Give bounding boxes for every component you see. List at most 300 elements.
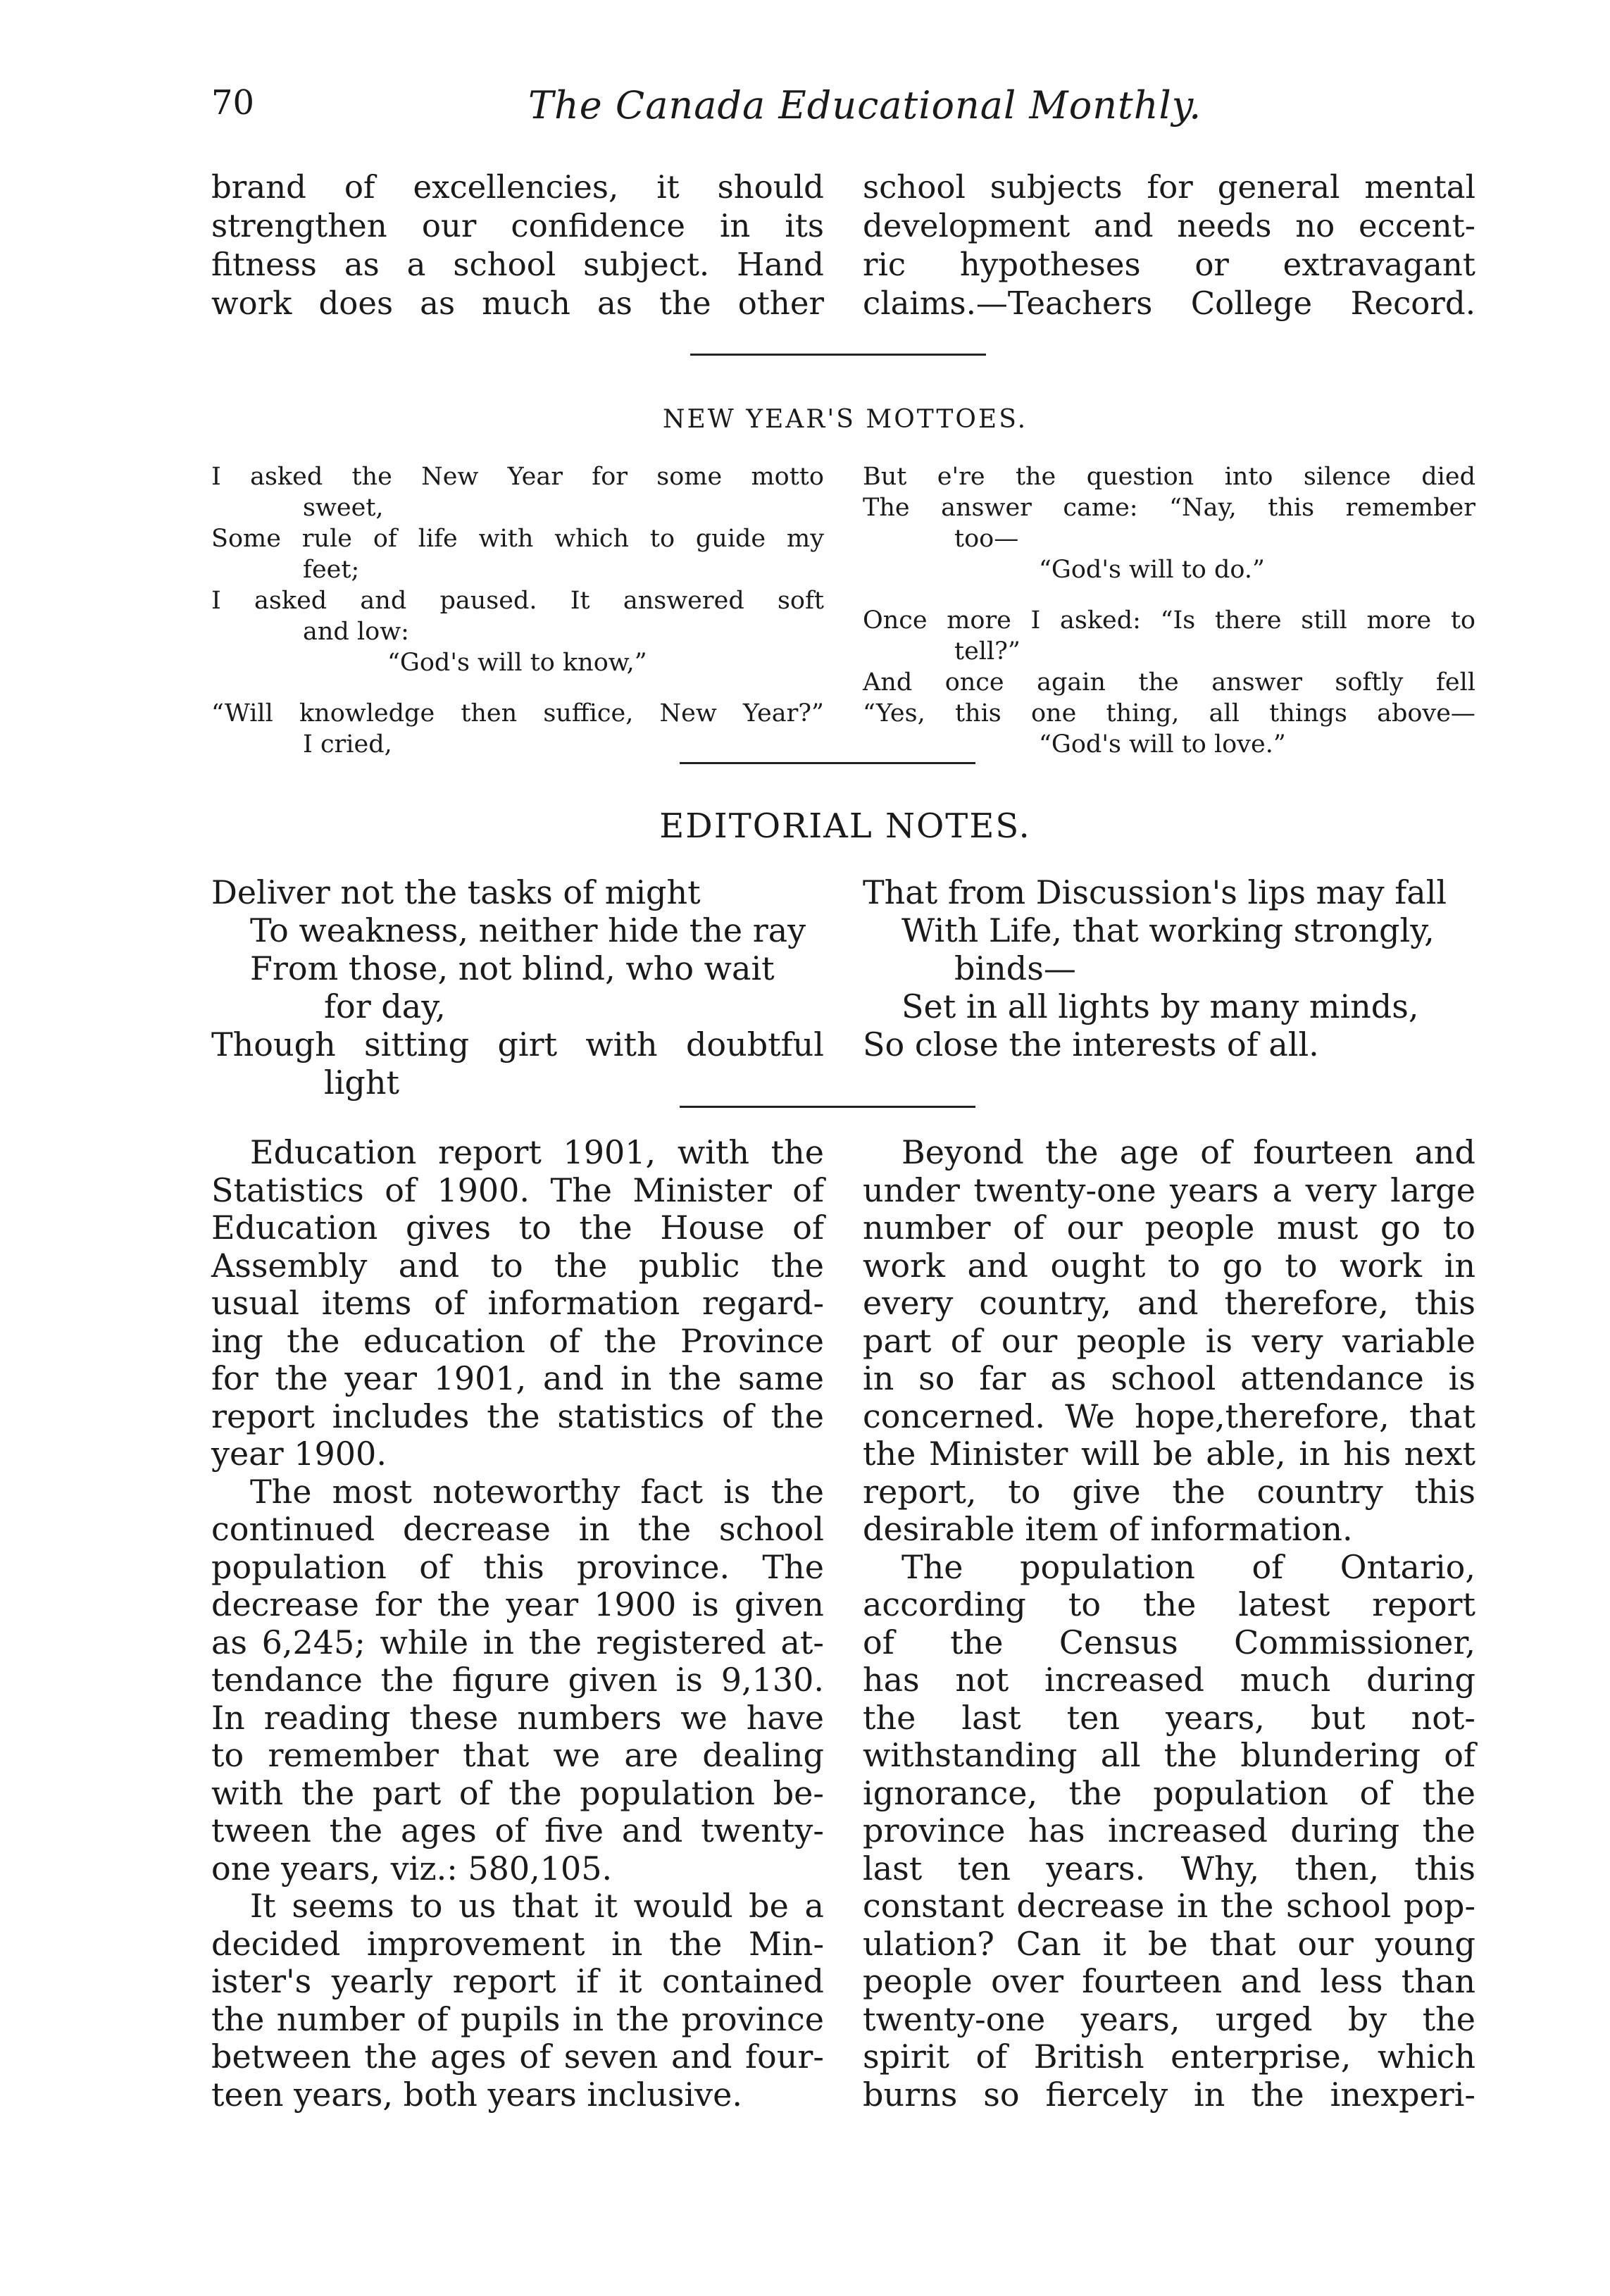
word: province xyxy=(681,1999,824,2038)
word: asked xyxy=(250,463,323,491)
word: a xyxy=(1272,1171,1292,1209)
word: it xyxy=(618,1962,642,2000)
word: 1901, xyxy=(563,1133,656,1171)
word: to xyxy=(211,1736,244,1774)
word: the xyxy=(487,1397,540,1435)
word: Why, xyxy=(1180,1849,1260,1888)
word: the xyxy=(770,1472,824,1511)
word: the xyxy=(351,463,392,491)
word: College xyxy=(1190,285,1313,322)
word: same xyxy=(738,1359,824,1397)
word: years xyxy=(1170,1171,1259,1209)
word: able, xyxy=(1206,1435,1286,1473)
word: as xyxy=(597,285,632,322)
word: four- xyxy=(745,2038,824,2076)
text-line xyxy=(863,245,1475,284)
text-line xyxy=(211,1888,824,1926)
mottoes-poem-left xyxy=(211,461,824,760)
word: the xyxy=(616,1999,670,2038)
word: given xyxy=(734,1585,824,1623)
word: regard- xyxy=(701,1284,824,1322)
word: I xyxy=(1030,606,1041,635)
word: last xyxy=(961,1698,1021,1737)
word: in xyxy=(620,1359,652,1397)
word: to xyxy=(1068,1585,1102,1623)
word: education xyxy=(363,1321,525,1360)
word: the xyxy=(364,2038,418,2076)
word: that xyxy=(1409,1397,1475,1435)
word: of xyxy=(458,1773,491,1812)
word: these xyxy=(409,1698,499,1737)
text-line xyxy=(863,1624,1475,1662)
word: school xyxy=(1111,1359,1216,1397)
word: its xyxy=(785,207,824,244)
word: silence xyxy=(1303,463,1391,491)
word: population xyxy=(1020,1547,1195,1586)
word: the xyxy=(579,1209,632,1247)
word: twenty-one xyxy=(863,1999,1046,2038)
word: claims.—Teachers xyxy=(863,285,1153,322)
word: subjects xyxy=(990,168,1123,206)
word: of xyxy=(792,1209,824,1247)
word: of xyxy=(950,1321,982,1360)
word: motto xyxy=(751,463,824,491)
word: very xyxy=(1305,1171,1377,1209)
word: according xyxy=(863,1585,1026,1623)
text-line xyxy=(211,1737,824,1775)
word: that xyxy=(512,1887,579,1925)
poem-line xyxy=(211,585,824,616)
word: some xyxy=(656,463,723,491)
word: in xyxy=(863,1359,894,1397)
word: enterprise, xyxy=(1171,2038,1352,2076)
epigraph-left xyxy=(211,873,824,1102)
word: that xyxy=(1209,1924,1276,1963)
word: the xyxy=(1142,1585,1197,1623)
word: country xyxy=(1256,1472,1383,1511)
word: of xyxy=(494,1811,527,1849)
word: of xyxy=(863,1623,894,1661)
word: softly xyxy=(1335,668,1404,697)
word: more xyxy=(947,606,1011,635)
word: given xyxy=(568,1661,658,1699)
word: his xyxy=(1343,1435,1392,1473)
word: age xyxy=(1119,1133,1179,1171)
word: strengthen xyxy=(211,207,387,244)
word: people xyxy=(1144,1209,1255,1247)
word: continued xyxy=(211,1510,375,1548)
word: report xyxy=(211,1397,315,1435)
word: province. xyxy=(577,1547,730,1586)
word: this xyxy=(954,699,1001,728)
word: to xyxy=(1442,1209,1475,1247)
editorial-column-right xyxy=(863,1134,1475,2114)
word: the xyxy=(669,1924,723,1963)
word: the xyxy=(1015,463,1056,491)
word: The xyxy=(863,494,910,522)
word: of xyxy=(344,168,375,206)
paragraph xyxy=(863,1549,1475,2114)
text-line xyxy=(863,1285,1475,1323)
word: which xyxy=(1377,2038,1475,2076)
word: inexperi- xyxy=(1330,2075,1475,2114)
word: Minister xyxy=(928,1435,1068,1473)
word: Commissioner, xyxy=(1234,1623,1475,1661)
word: us xyxy=(458,1887,497,1925)
word: items xyxy=(321,1284,412,1322)
page-header xyxy=(211,83,1479,139)
word: dealing xyxy=(702,1736,824,1774)
word: and xyxy=(621,1811,683,1849)
poem-line: From those, not blind, who wait xyxy=(250,949,775,987)
opening-text-left xyxy=(211,168,824,323)
word: the xyxy=(380,1661,435,1699)
word: New xyxy=(421,463,479,491)
word: and xyxy=(967,1246,1028,1285)
paragraph xyxy=(211,1473,824,1888)
word: be xyxy=(1153,1435,1193,1473)
word: during xyxy=(1290,1811,1400,1849)
word: my xyxy=(787,525,824,553)
word: all xyxy=(1209,699,1240,728)
word: Education xyxy=(250,1133,417,1171)
word: decrease xyxy=(211,1585,359,1623)
word: confidence xyxy=(511,207,685,244)
word: “Is xyxy=(1160,606,1196,635)
word: improvement xyxy=(366,1924,585,1963)
word: Once xyxy=(863,606,928,635)
word: work xyxy=(211,285,292,322)
text-line xyxy=(211,1812,824,1850)
word: be- xyxy=(773,1773,824,1812)
poem-line xyxy=(863,667,1475,698)
text-line xyxy=(863,206,1475,245)
word: the xyxy=(659,285,711,322)
word: five xyxy=(544,1811,604,1849)
text-line: year 1900. xyxy=(211,1435,387,1473)
text-line xyxy=(211,1360,824,1398)
word: And xyxy=(863,668,913,697)
word: would xyxy=(633,1887,733,1925)
text-line: teen years, both years inclusive. xyxy=(211,2075,742,2114)
word: to xyxy=(649,525,675,553)
word: is xyxy=(692,1585,719,1623)
word: population xyxy=(211,1547,387,1586)
word: the xyxy=(1068,1773,1122,1812)
word: hope,therefore, xyxy=(1135,1397,1390,1435)
word: attendance xyxy=(1240,1359,1424,1397)
word: year xyxy=(506,1585,579,1623)
word: with xyxy=(585,1025,658,1063)
word: statistics xyxy=(557,1397,705,1435)
word: increased xyxy=(1044,1661,1204,1699)
word: 1900. xyxy=(437,1171,530,1209)
text-line xyxy=(211,1661,824,1699)
word: of xyxy=(1013,1209,1044,1247)
word: the xyxy=(1172,1472,1225,1511)
word: during xyxy=(1366,1661,1475,1699)
word: in xyxy=(578,1510,610,1548)
text-line xyxy=(863,1661,1475,1699)
word: our xyxy=(1297,1924,1354,1963)
word: as xyxy=(1050,1359,1087,1397)
word: of xyxy=(385,1171,416,1209)
word: answer xyxy=(1211,668,1302,697)
word: therefore, xyxy=(1224,1284,1389,1322)
word: it xyxy=(656,168,680,206)
word: it xyxy=(594,1887,618,1925)
text-line xyxy=(211,2038,824,2076)
word: withstanding xyxy=(863,1736,1078,1774)
section-divider xyxy=(680,762,975,764)
word: we xyxy=(680,1698,728,1737)
word: Though xyxy=(211,1025,336,1063)
word: for xyxy=(1147,168,1193,206)
word: fitness xyxy=(211,246,317,283)
text-line xyxy=(863,168,1475,206)
word: year xyxy=(344,1359,417,1397)
text-line xyxy=(211,206,824,245)
word: increased xyxy=(1107,1811,1268,1849)
word: the xyxy=(508,1773,562,1812)
word: noteworthy xyxy=(432,1472,620,1511)
text-line xyxy=(863,1850,1475,1888)
word: the xyxy=(1221,1887,1274,1925)
word: does xyxy=(318,285,394,322)
word: a xyxy=(804,1887,824,1925)
text-line xyxy=(863,1549,1475,1587)
word: this xyxy=(1414,1472,1475,1511)
word: excellencies, xyxy=(413,168,619,206)
word: public xyxy=(638,1246,740,1285)
word: this xyxy=(1414,1284,1475,1322)
text-line: desirable item of information. xyxy=(863,1510,1353,1548)
word: of xyxy=(519,2038,551,2076)
word: fiercely xyxy=(1045,2075,1168,2114)
word: e're xyxy=(937,463,985,491)
word: Record. xyxy=(1350,285,1475,322)
word: fourteen xyxy=(1082,1962,1223,2000)
word: country, xyxy=(979,1284,1112,1322)
word: thing, xyxy=(1106,699,1180,728)
word: Assembly xyxy=(211,1246,368,1285)
text-line xyxy=(211,284,824,323)
word: is xyxy=(1448,1359,1475,1397)
text-line xyxy=(863,1435,1475,1473)
word: with xyxy=(478,525,534,553)
word: ignorance, xyxy=(863,1773,1038,1812)
word: for xyxy=(592,463,628,491)
word: the xyxy=(1163,1736,1218,1774)
word: between xyxy=(211,2038,351,2076)
word: to xyxy=(1285,1246,1318,1285)
poem-line: I cried, xyxy=(303,730,392,759)
word: latest xyxy=(1238,1585,1330,1623)
word: so xyxy=(983,2075,1020,2114)
word: this xyxy=(1414,1849,1475,1888)
word: in xyxy=(1177,1887,1209,1925)
word: years, xyxy=(1166,1698,1265,1737)
word: ought xyxy=(1050,1246,1146,1285)
word: Statistics xyxy=(211,1171,364,1209)
word: the xyxy=(950,1623,1004,1661)
word: over xyxy=(991,1962,1063,2000)
word: came: xyxy=(1063,494,1138,522)
word: to xyxy=(410,1887,443,1925)
text-line xyxy=(211,1398,824,1436)
text-line xyxy=(863,1209,1475,1247)
word: Hand xyxy=(737,246,824,283)
word: in xyxy=(1444,1246,1475,1285)
word: other xyxy=(737,285,824,322)
word: doubtful xyxy=(685,1025,824,1063)
poem-line: feet; xyxy=(303,556,360,584)
word: there xyxy=(1214,606,1282,635)
word: the xyxy=(1422,1811,1475,1849)
word: and xyxy=(670,2038,732,2076)
word: and xyxy=(1240,1962,1302,2000)
word: of xyxy=(416,1999,449,2038)
word: of xyxy=(975,2038,1008,2076)
text-line xyxy=(863,1586,1475,1624)
word: report xyxy=(452,1962,556,2000)
word: It xyxy=(250,1887,276,1925)
word: New xyxy=(659,699,717,728)
word: The xyxy=(250,1472,312,1511)
word: life xyxy=(418,525,458,553)
word: of xyxy=(549,1321,580,1360)
poem-line: “God's will to know,” xyxy=(387,649,647,677)
word: report xyxy=(438,1133,542,1171)
word: the xyxy=(287,1321,340,1360)
text-line: one years, viz.: 580,105. xyxy=(211,1849,613,1888)
word: The xyxy=(550,1171,612,1209)
word: in xyxy=(572,1999,604,2038)
word: report xyxy=(1372,1585,1475,1623)
word: go xyxy=(1222,1246,1263,1285)
poem-line: “God's will to love.” xyxy=(1039,730,1286,759)
word: variable xyxy=(1342,1321,1475,1360)
word: the xyxy=(528,1623,582,1661)
word: “Yes, xyxy=(863,699,925,728)
text-line xyxy=(211,1134,824,1172)
poem-line: light xyxy=(324,1063,399,1102)
word: concerned. xyxy=(863,1397,1045,1435)
word: our xyxy=(421,207,477,244)
poem-line: To weakness, neither hide the ray xyxy=(250,911,806,949)
word: Min- xyxy=(749,1924,824,1963)
word: guide xyxy=(695,525,766,553)
word: the xyxy=(437,1585,491,1623)
word: the xyxy=(770,1246,824,1285)
word: that xyxy=(463,1736,530,1774)
word: for xyxy=(211,1359,258,1397)
word: for xyxy=(375,1585,422,1623)
word: or xyxy=(1194,246,1229,283)
text-line xyxy=(211,1247,824,1285)
word: In xyxy=(211,1698,245,1737)
word: died xyxy=(1421,463,1475,491)
word: all xyxy=(1100,1736,1141,1774)
word: 1901, xyxy=(433,1359,527,1397)
word: But xyxy=(863,463,907,491)
word: with xyxy=(677,1133,750,1171)
word: the xyxy=(604,1321,657,1360)
word: ing xyxy=(211,1321,263,1360)
word: which xyxy=(554,525,630,553)
word: most xyxy=(332,1472,413,1511)
word: no xyxy=(1295,207,1335,244)
poem-line xyxy=(863,461,1475,492)
word: paused. xyxy=(439,587,537,615)
word: if xyxy=(575,1962,599,2000)
word: spirit xyxy=(863,2038,949,2076)
word: is xyxy=(675,1661,703,1699)
word: and xyxy=(1414,1133,1475,1171)
text-line xyxy=(211,1775,824,1813)
word: in xyxy=(1299,1435,1330,1473)
text-line xyxy=(863,284,1475,323)
word: school xyxy=(453,246,556,283)
word: The xyxy=(762,1547,824,1586)
word: It xyxy=(570,587,590,615)
poem-line xyxy=(211,461,824,492)
word: soft xyxy=(777,587,824,615)
text-line xyxy=(863,1737,1475,1775)
word: ric xyxy=(863,246,906,283)
text-line xyxy=(211,1926,824,1964)
word: “Will xyxy=(211,699,273,728)
poem-line: That from Discussion's lips may fall xyxy=(863,873,1447,911)
poem-line xyxy=(863,605,1475,636)
text-line xyxy=(211,2001,824,2039)
text-line xyxy=(863,1963,1475,2001)
poem-line: for day, xyxy=(324,987,446,1025)
word: of xyxy=(792,1171,824,1209)
text-line xyxy=(863,1398,1475,1436)
word: seven xyxy=(563,2038,659,2076)
word: under xyxy=(863,1171,960,1209)
word: then, xyxy=(1294,1849,1380,1888)
text-line xyxy=(863,1473,1475,1511)
word: sitting xyxy=(364,1025,470,1063)
word: our xyxy=(1066,1209,1123,1247)
word: the xyxy=(1422,1999,1475,2038)
word: to xyxy=(518,1209,551,1247)
word: the xyxy=(554,1246,608,1285)
word: eccent- xyxy=(1359,207,1475,244)
text-line xyxy=(863,2001,1475,2039)
word: but xyxy=(1310,1698,1366,1737)
editorial-column-left xyxy=(211,1134,824,2114)
word: yearly xyxy=(331,1962,433,2000)
poem-line: binds— xyxy=(954,949,1076,987)
word: ten xyxy=(1066,1698,1121,1737)
text-line xyxy=(211,1963,824,2001)
word: part xyxy=(372,1773,442,1812)
text-line xyxy=(863,1247,1475,1285)
poem-line xyxy=(863,492,1475,523)
word: large xyxy=(1390,1171,1475,1209)
word: be xyxy=(1147,1924,1188,1963)
word: numbers xyxy=(517,1698,662,1737)
word: of xyxy=(373,525,397,553)
word: young xyxy=(1375,1924,1475,1963)
word: decrease xyxy=(402,1510,551,1548)
page-number: 70 xyxy=(211,83,255,123)
word: ister's xyxy=(211,1962,312,2000)
word: and xyxy=(1093,207,1154,244)
